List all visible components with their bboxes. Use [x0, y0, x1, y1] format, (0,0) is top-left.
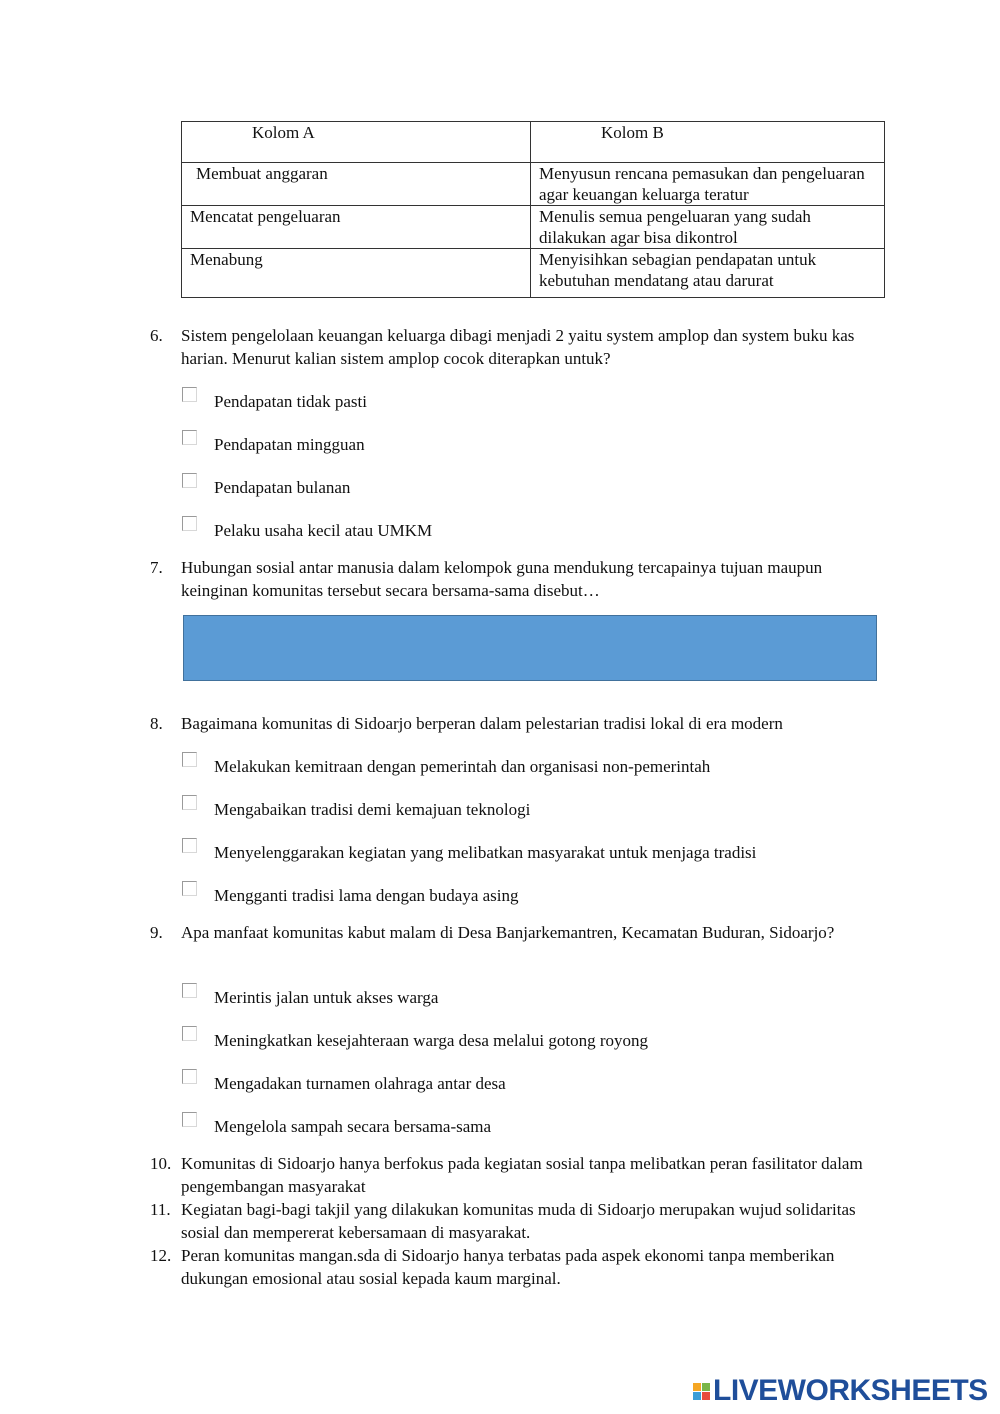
- checkbox[interactable]: [182, 516, 197, 531]
- option-label: Mengadakan turnamen olahraga antar desa: [214, 1074, 506, 1093]
- table-cell-a: Mencatat pengeluaran: [182, 206, 531, 249]
- liveworksheets-logo: [693, 1374, 988, 1407]
- logo-block: [693, 1383, 701, 1391]
- logo-blocks-icon: [693, 1383, 710, 1400]
- question-number: 10.: [150, 1154, 172, 1173]
- logo-text: LIVEWORKSHEETS: [713, 1374, 988, 1407]
- option-label: Mengganti tradisi lama dengan budaya asing: [214, 886, 519, 905]
- table-row: [182, 163, 885, 206]
- table-cell-b: Menulis semua pengeluaran yang sudah dilakukan agar bisa dikontrol: [531, 206, 885, 249]
- table-header-row: [182, 122, 885, 163]
- option-label: Melakukan kemitraan dengan pemerintah dan organisasi non-pemerintah: [214, 757, 711, 776]
- table-cell-b: Menyisihkan sebagian pendapatan untuk kebutuhan mendatang atau darurat: [531, 249, 885, 298]
- option-label: Pendapatan mingguan: [214, 435, 365, 454]
- question-text: Apa manfaat komunitas kabut malam di Desa Banjarkemantren, Kecamatan Buduran, Sidoarjo?: [181, 923, 835, 942]
- option-label: Mengabaikan tradisi demi kemajuan teknologi: [214, 800, 531, 819]
- logo-block: [702, 1383, 710, 1391]
- checkbox[interactable]: [182, 881, 197, 896]
- table-cell-a: Membuat anggaran: [182, 163, 531, 206]
- question-number: 8.: [150, 714, 163, 733]
- question-text: Peran komunitas mangan.sda di Sidoarjo hanya terbatas pada aspek ekonomi tanpa memberikan dukungan emosional atau sosial kepada kaum marginal.: [181, 1246, 835, 1288]
- option-label: Mengelola sampah secara bersama-sama: [214, 1117, 492, 1136]
- question-text: Komunitas di Sidoarjo hanya berfokus pada kegiatan sosial tanpa melibatkan peran fasilitator dalam pengembangan masyarakat: [181, 1154, 863, 1196]
- question-number: 7.: [150, 558, 163, 577]
- question-number: 12.: [150, 1246, 172, 1265]
- answer-input-box[interactable]: [183, 615, 877, 681]
- table-row: [182, 249, 885, 298]
- option-label: Merintis jalan untuk akses warga: [214, 988, 439, 1007]
- checkbox[interactable]: [182, 983, 197, 998]
- header-kolom-b: Kolom B: [531, 122, 885, 163]
- checkbox[interactable]: [182, 795, 197, 810]
- option-label: Pendapatan tidak pasti: [214, 392, 367, 411]
- question-number: 6.: [150, 326, 163, 345]
- option-label: Pendapatan bulanan: [214, 478, 351, 497]
- option-label: Pelaku usaha kecil atau UMKM: [214, 521, 433, 540]
- checkbox[interactable]: [182, 387, 197, 402]
- question-text: Kegiatan bagi-bagi takjil yang dilakukan komunitas muda di Sidoarjo merupakan wujud solidaritas sosial dan mempererat kebersamaan di masyarakat.: [181, 1200, 856, 1242]
- header-kolom-a: Kolom A: [182, 122, 531, 163]
- option-label: Menyelenggarakan kegiatan yang melibatkan masyarakat untuk menjaga tradisi: [214, 843, 757, 862]
- checkbox[interactable]: [182, 1069, 197, 1084]
- matching-table: [181, 121, 885, 298]
- checkbox[interactable]: [182, 473, 197, 488]
- question-text: Sistem pengelolaan keuangan keluarga dibagi menjadi 2 yaitu system amplop dan system buku kas harian. Menurut kalian sistem amplop cocok diterapkan untuk?: [181, 326, 855, 368]
- question-number: 9.: [150, 923, 163, 942]
- question-number: 11.: [150, 1200, 171, 1219]
- table-row: [182, 206, 885, 249]
- checkbox[interactable]: [182, 752, 197, 767]
- checkbox[interactable]: [182, 430, 197, 445]
- logo-block: [702, 1392, 710, 1400]
- table-cell-a: Menabung: [182, 249, 531, 298]
- option-label: Meningkatkan kesejahteraan warga desa melalui gotong royong: [214, 1031, 648, 1050]
- table-cell-b: Menyusun rencana pemasukan dan pengeluaran agar keuangan keluarga teratur: [531, 163, 885, 206]
- checkbox[interactable]: [182, 838, 197, 853]
- logo-block: [693, 1392, 701, 1400]
- question-text: Bagaimana komunitas di Sidoarjo berperan dalam pelestarian tradisi lokal di era modern: [181, 714, 783, 733]
- checkbox[interactable]: [182, 1026, 197, 1041]
- question-text: Hubungan sosial antar manusia dalam kelompok guna mendukung tercapainya tujuan maupun keinginan komunitas tersebut secara bersama-sama disebut…: [181, 558, 823, 600]
- checkbox[interactable]: [182, 1112, 197, 1127]
